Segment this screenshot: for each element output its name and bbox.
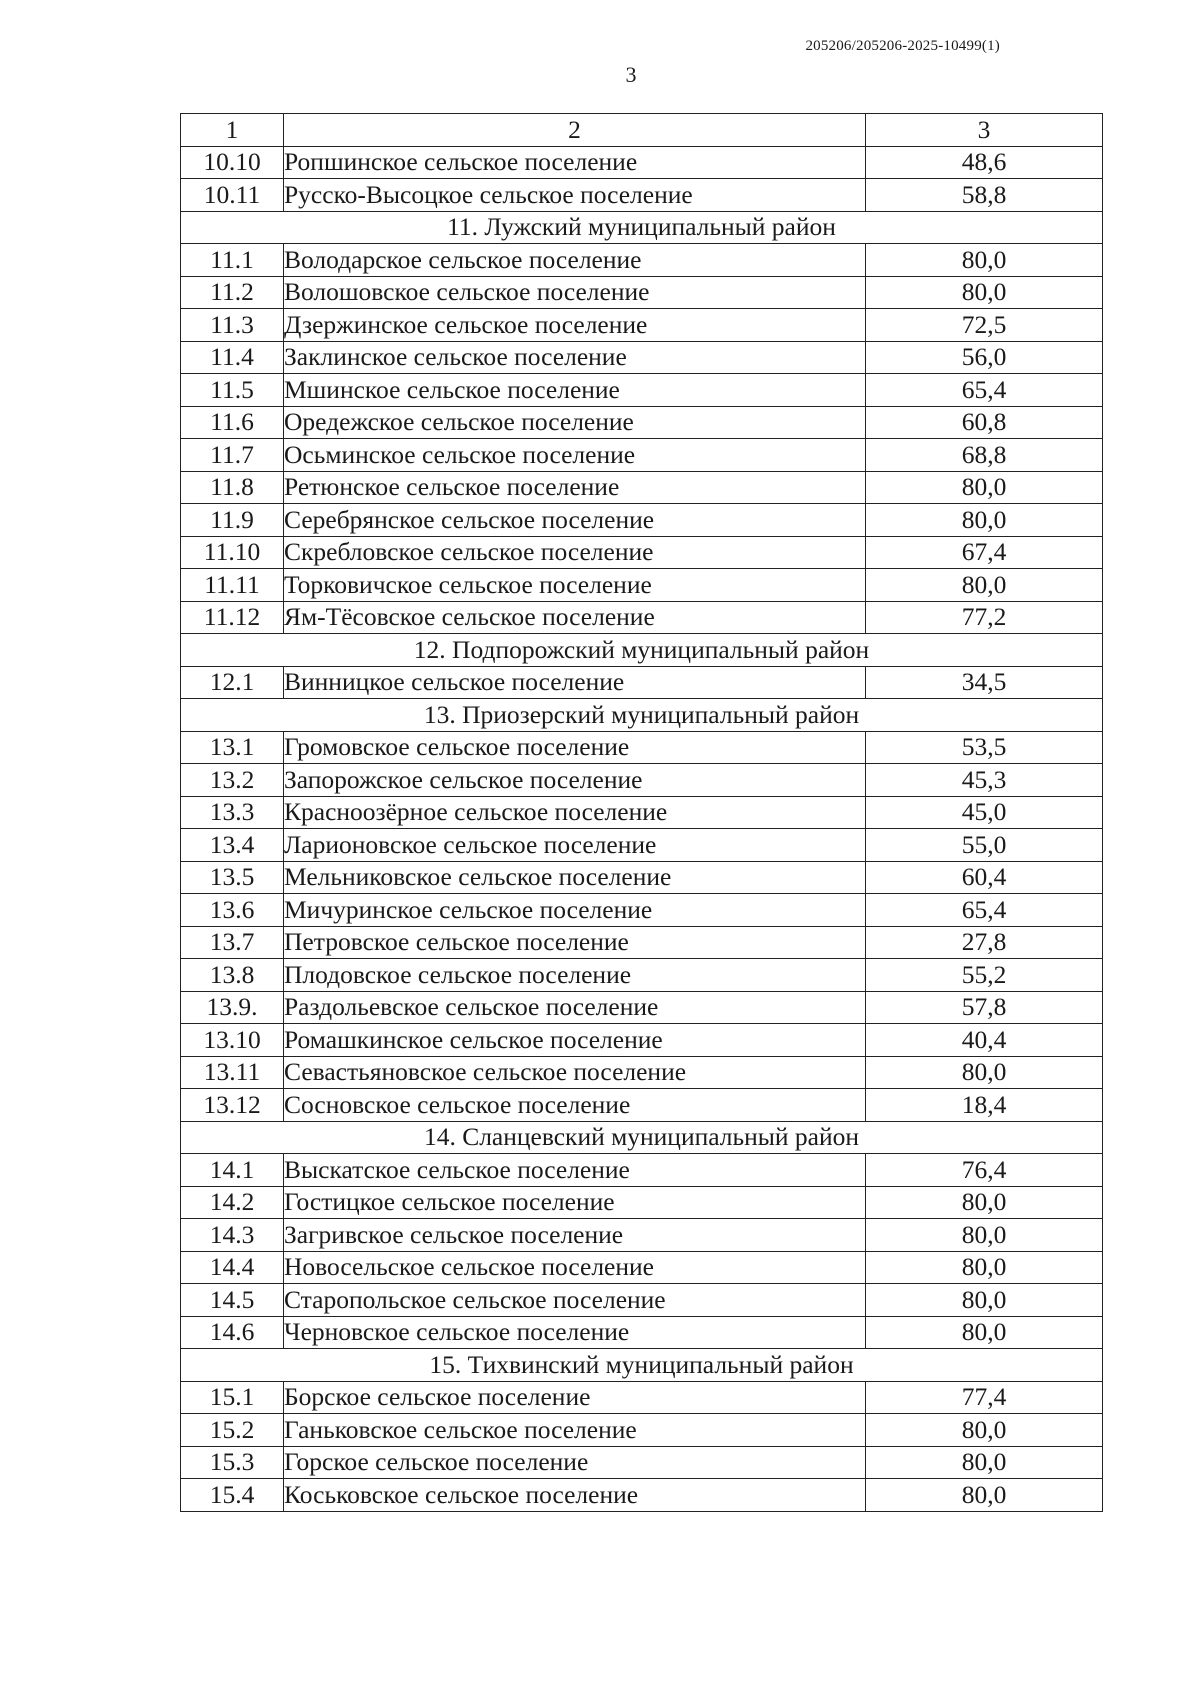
settlement-name-cell: Старопольское сельское поселение bbox=[284, 1284, 866, 1317]
row-number-cell: 14.1 bbox=[181, 1154, 284, 1187]
settlement-name-cell: Плодовское сельское поселение bbox=[284, 959, 866, 992]
row-number-cell: 15.4 bbox=[181, 1479, 284, 1512]
document-id: 205206/205206-2025-10499(1) bbox=[805, 38, 1000, 54]
value-cell: 48,6 bbox=[866, 146, 1103, 179]
settlement-name-cell: Петровское сельское поселение bbox=[284, 926, 866, 959]
value-cell: 55,0 bbox=[866, 829, 1103, 862]
settlement-name-cell: Гостицкое сельское поселение bbox=[284, 1186, 866, 1219]
value-cell: 60,4 bbox=[866, 861, 1103, 894]
table-row bbox=[181, 1024, 1103, 1057]
table-row bbox=[181, 764, 1103, 797]
table-row bbox=[181, 1219, 1103, 1252]
table-row bbox=[181, 601, 1103, 634]
settlement-name-cell: Серебрянское сельское поселение bbox=[284, 504, 866, 537]
row-number-cell: 13.11 bbox=[181, 1056, 284, 1089]
table-row bbox=[181, 309, 1103, 342]
value-cell: 80,0 bbox=[866, 1446, 1103, 1479]
table-row bbox=[181, 959, 1103, 992]
value-cell: 80,0 bbox=[866, 1186, 1103, 1219]
row-number-cell: 14.5 bbox=[181, 1284, 284, 1317]
section-header-row bbox=[181, 634, 1103, 667]
settlement-name-cell: Мшинское сельское поселение bbox=[284, 374, 866, 407]
value-cell: 80,0 bbox=[866, 1316, 1103, 1349]
row-number-cell: 11.2 bbox=[181, 276, 284, 309]
table-body bbox=[181, 146, 1103, 1511]
table-row bbox=[181, 244, 1103, 277]
table-row bbox=[181, 471, 1103, 504]
table-row bbox=[181, 1251, 1103, 1284]
value-cell: 65,4 bbox=[866, 894, 1103, 927]
row-number-cell: 13.8 bbox=[181, 959, 284, 992]
section-header-row bbox=[181, 211, 1103, 244]
row-number-cell: 13.12 bbox=[181, 1089, 284, 1122]
table-row bbox=[181, 1056, 1103, 1089]
value-cell: 68,8 bbox=[866, 439, 1103, 472]
settlement-name-cell: Коськовское сельское поселение bbox=[284, 1479, 866, 1512]
value-cell: 57,8 bbox=[866, 991, 1103, 1024]
table-row bbox=[181, 926, 1103, 959]
district-section-title: 14. Сланцевский муниципальный район bbox=[181, 1121, 1103, 1154]
row-number-cell: 13.10 bbox=[181, 1024, 284, 1057]
value-cell: 53,5 bbox=[866, 731, 1103, 764]
row-number-cell: 11.9 bbox=[181, 504, 284, 537]
row-number-cell: 11.1 bbox=[181, 244, 284, 277]
row-number-cell: 11.11 bbox=[181, 569, 284, 602]
value-cell: 80,0 bbox=[866, 504, 1103, 537]
value-cell: 80,0 bbox=[866, 1219, 1103, 1252]
table-row bbox=[181, 1479, 1103, 1512]
settlement-name-cell: Ям-Тёсовское сельское поселение bbox=[284, 601, 866, 634]
settlement-name-cell: Севастьяновское сельское поселение bbox=[284, 1056, 866, 1089]
value-cell: 76,4 bbox=[866, 1154, 1103, 1187]
value-cell: 80,0 bbox=[866, 1479, 1103, 1512]
row-number-cell: 13.9. bbox=[181, 991, 284, 1024]
settlement-name-cell: Запорожское сельское поселение bbox=[284, 764, 866, 797]
value-cell: 56,0 bbox=[866, 341, 1103, 374]
value-cell: 58,8 bbox=[866, 179, 1103, 212]
district-section-title: 15. Тихвинский муниципальный район bbox=[181, 1349, 1103, 1382]
settlement-name-cell: Дзержинское сельское поселение bbox=[284, 309, 866, 342]
table-row bbox=[181, 1284, 1103, 1317]
table-header-row bbox=[181, 114, 1103, 147]
value-cell: 77,4 bbox=[866, 1381, 1103, 1414]
settlement-name-cell: Новосельское сельское поселение bbox=[284, 1251, 866, 1284]
row-number-cell: 11.12 bbox=[181, 601, 284, 634]
row-number-cell: 13.1 bbox=[181, 731, 284, 764]
row-number-cell: 14.4 bbox=[181, 1251, 284, 1284]
section-header-row bbox=[181, 1121, 1103, 1154]
value-cell: 72,5 bbox=[866, 309, 1103, 342]
table-row bbox=[181, 1089, 1103, 1122]
settlement-name-cell: Черновское сельское поселение bbox=[284, 1316, 866, 1349]
value-cell: 55,2 bbox=[866, 959, 1103, 992]
value-cell: 60,8 bbox=[866, 406, 1103, 439]
settlement-name-cell: Громовское сельское поселение bbox=[284, 731, 866, 764]
settlements-table bbox=[180, 113, 1103, 1512]
settlement-name-cell: Горское сельское поселение bbox=[284, 1446, 866, 1479]
column-header-value: 3 bbox=[866, 114, 1103, 147]
row-number-cell: 14.3 bbox=[181, 1219, 284, 1252]
table-row bbox=[181, 991, 1103, 1024]
row-number-cell: 15.3 bbox=[181, 1446, 284, 1479]
table-row bbox=[181, 439, 1103, 472]
table-row bbox=[181, 666, 1103, 699]
settlement-name-cell: Ларионовское сельское поселение bbox=[284, 829, 866, 862]
row-number-cell: 11.5 bbox=[181, 374, 284, 407]
row-number-cell: 14.6 bbox=[181, 1316, 284, 1349]
district-section-title: 11. Лужский муниципальный район bbox=[181, 211, 1103, 244]
row-number-cell: 15.1 bbox=[181, 1381, 284, 1414]
table-row bbox=[181, 1154, 1103, 1187]
row-number-cell: 10.10 bbox=[181, 146, 284, 179]
row-number-cell: 13.6 bbox=[181, 894, 284, 927]
value-cell: 45,3 bbox=[866, 764, 1103, 797]
row-number-cell: 10.11 bbox=[181, 179, 284, 212]
row-number-cell: 12.1 bbox=[181, 666, 284, 699]
settlement-name-cell: Торковичское сельское поселение bbox=[284, 569, 866, 602]
row-number-cell: 11.10 bbox=[181, 536, 284, 569]
table-row bbox=[181, 536, 1103, 569]
value-cell: 80,0 bbox=[866, 244, 1103, 277]
table-row bbox=[181, 179, 1103, 212]
district-section-title: 13. Приозерский муниципальный район bbox=[181, 699, 1103, 732]
value-cell: 67,4 bbox=[866, 536, 1103, 569]
section-header-row bbox=[181, 1349, 1103, 1382]
value-cell: 80,0 bbox=[866, 471, 1103, 504]
value-cell: 80,0 bbox=[866, 1284, 1103, 1317]
table-row bbox=[181, 731, 1103, 764]
settlement-name-cell: Оредежское сельское поселение bbox=[284, 406, 866, 439]
value-cell: 80,0 bbox=[866, 1251, 1103, 1284]
value-cell: 77,2 bbox=[866, 601, 1103, 634]
value-cell: 27,8 bbox=[866, 926, 1103, 959]
settlement-name-cell: Волошовское сельское поселение bbox=[284, 276, 866, 309]
row-number-cell: 13.3 bbox=[181, 796, 284, 829]
value-cell: 18,4 bbox=[866, 1089, 1103, 1122]
settlement-name-cell: Выскатское сельское поселение bbox=[284, 1154, 866, 1187]
row-number-cell: 14.2 bbox=[181, 1186, 284, 1219]
table-row bbox=[181, 406, 1103, 439]
row-number-cell: 11.3 bbox=[181, 309, 284, 342]
page-number: 3 bbox=[625, 62, 637, 87]
settlement-name-cell: Сосновское сельское поселение bbox=[284, 1089, 866, 1122]
settlement-name-cell: Ганьковское сельское поселение bbox=[284, 1414, 866, 1447]
settlement-name-cell: Осьминское сельское поселение bbox=[284, 439, 866, 472]
settlement-name-cell: Борское сельское поселение bbox=[284, 1381, 866, 1414]
table-row bbox=[181, 146, 1103, 179]
settlement-name-cell: Володарское сельское поселение bbox=[284, 244, 866, 277]
table-row bbox=[181, 894, 1103, 927]
section-header-row bbox=[181, 699, 1103, 732]
row-number-cell: 11.4 bbox=[181, 341, 284, 374]
value-cell: 80,0 bbox=[866, 1414, 1103, 1447]
value-cell: 65,4 bbox=[866, 374, 1103, 407]
value-cell: 80,0 bbox=[866, 1056, 1103, 1089]
settlement-name-cell: Ропшинское сельское поселение bbox=[284, 146, 866, 179]
column-header-number: 1 bbox=[181, 114, 284, 147]
value-cell: 80,0 bbox=[866, 276, 1103, 309]
row-number-cell: 13.4 bbox=[181, 829, 284, 862]
district-section-title: 12. Подпорожский муниципальный район bbox=[181, 634, 1103, 667]
settlement-name-cell: Ретюнское сельское поселение bbox=[284, 471, 866, 504]
table-row bbox=[181, 276, 1103, 309]
settlement-name-cell: Мельниковское сельское поселение bbox=[284, 861, 866, 894]
table-row bbox=[181, 1381, 1103, 1414]
table-row bbox=[181, 569, 1103, 602]
value-cell: 34,5 bbox=[866, 666, 1103, 699]
row-number-cell: 15.2 bbox=[181, 1414, 284, 1447]
column-header-name: 2 bbox=[284, 114, 866, 147]
settlement-name-cell: Винницкое сельское поселение bbox=[284, 666, 866, 699]
settlement-name-cell: Заклинское сельское поселение bbox=[284, 341, 866, 374]
row-number-cell: 11.8 bbox=[181, 471, 284, 504]
settlement-name-cell: Раздольевское сельское поселение bbox=[284, 991, 866, 1024]
value-cell: 45,0 bbox=[866, 796, 1103, 829]
table-row bbox=[181, 374, 1103, 407]
table-row bbox=[181, 1316, 1103, 1349]
row-number-cell: 11.7 bbox=[181, 439, 284, 472]
row-number-cell: 13.2 bbox=[181, 764, 284, 797]
table-row bbox=[181, 341, 1103, 374]
table-row bbox=[181, 504, 1103, 537]
row-number-cell: 13.5 bbox=[181, 861, 284, 894]
table-row bbox=[181, 1414, 1103, 1447]
row-number-cell: 11.6 bbox=[181, 406, 284, 439]
settlement-name-cell: Загривское сельское поселение bbox=[284, 1219, 866, 1252]
value-cell: 40,4 bbox=[866, 1024, 1103, 1057]
settlement-name-cell: Мичуринское сельское поселение bbox=[284, 894, 866, 927]
table-row bbox=[181, 1186, 1103, 1219]
table-row bbox=[181, 829, 1103, 862]
settlement-name-cell: Русско-Высоцкое сельское поселение bbox=[284, 179, 866, 212]
settlement-name-cell: Ромашкинское сельское поселение bbox=[284, 1024, 866, 1057]
value-cell: 80,0 bbox=[866, 569, 1103, 602]
row-number-cell: 13.7 bbox=[181, 926, 284, 959]
settlement-name-cell: Красноозёрное сельское поселение bbox=[284, 796, 866, 829]
table-row bbox=[181, 1446, 1103, 1479]
settlement-name-cell: Скребловское сельское поселение bbox=[284, 536, 866, 569]
table-row bbox=[181, 796, 1103, 829]
table-row bbox=[181, 861, 1103, 894]
